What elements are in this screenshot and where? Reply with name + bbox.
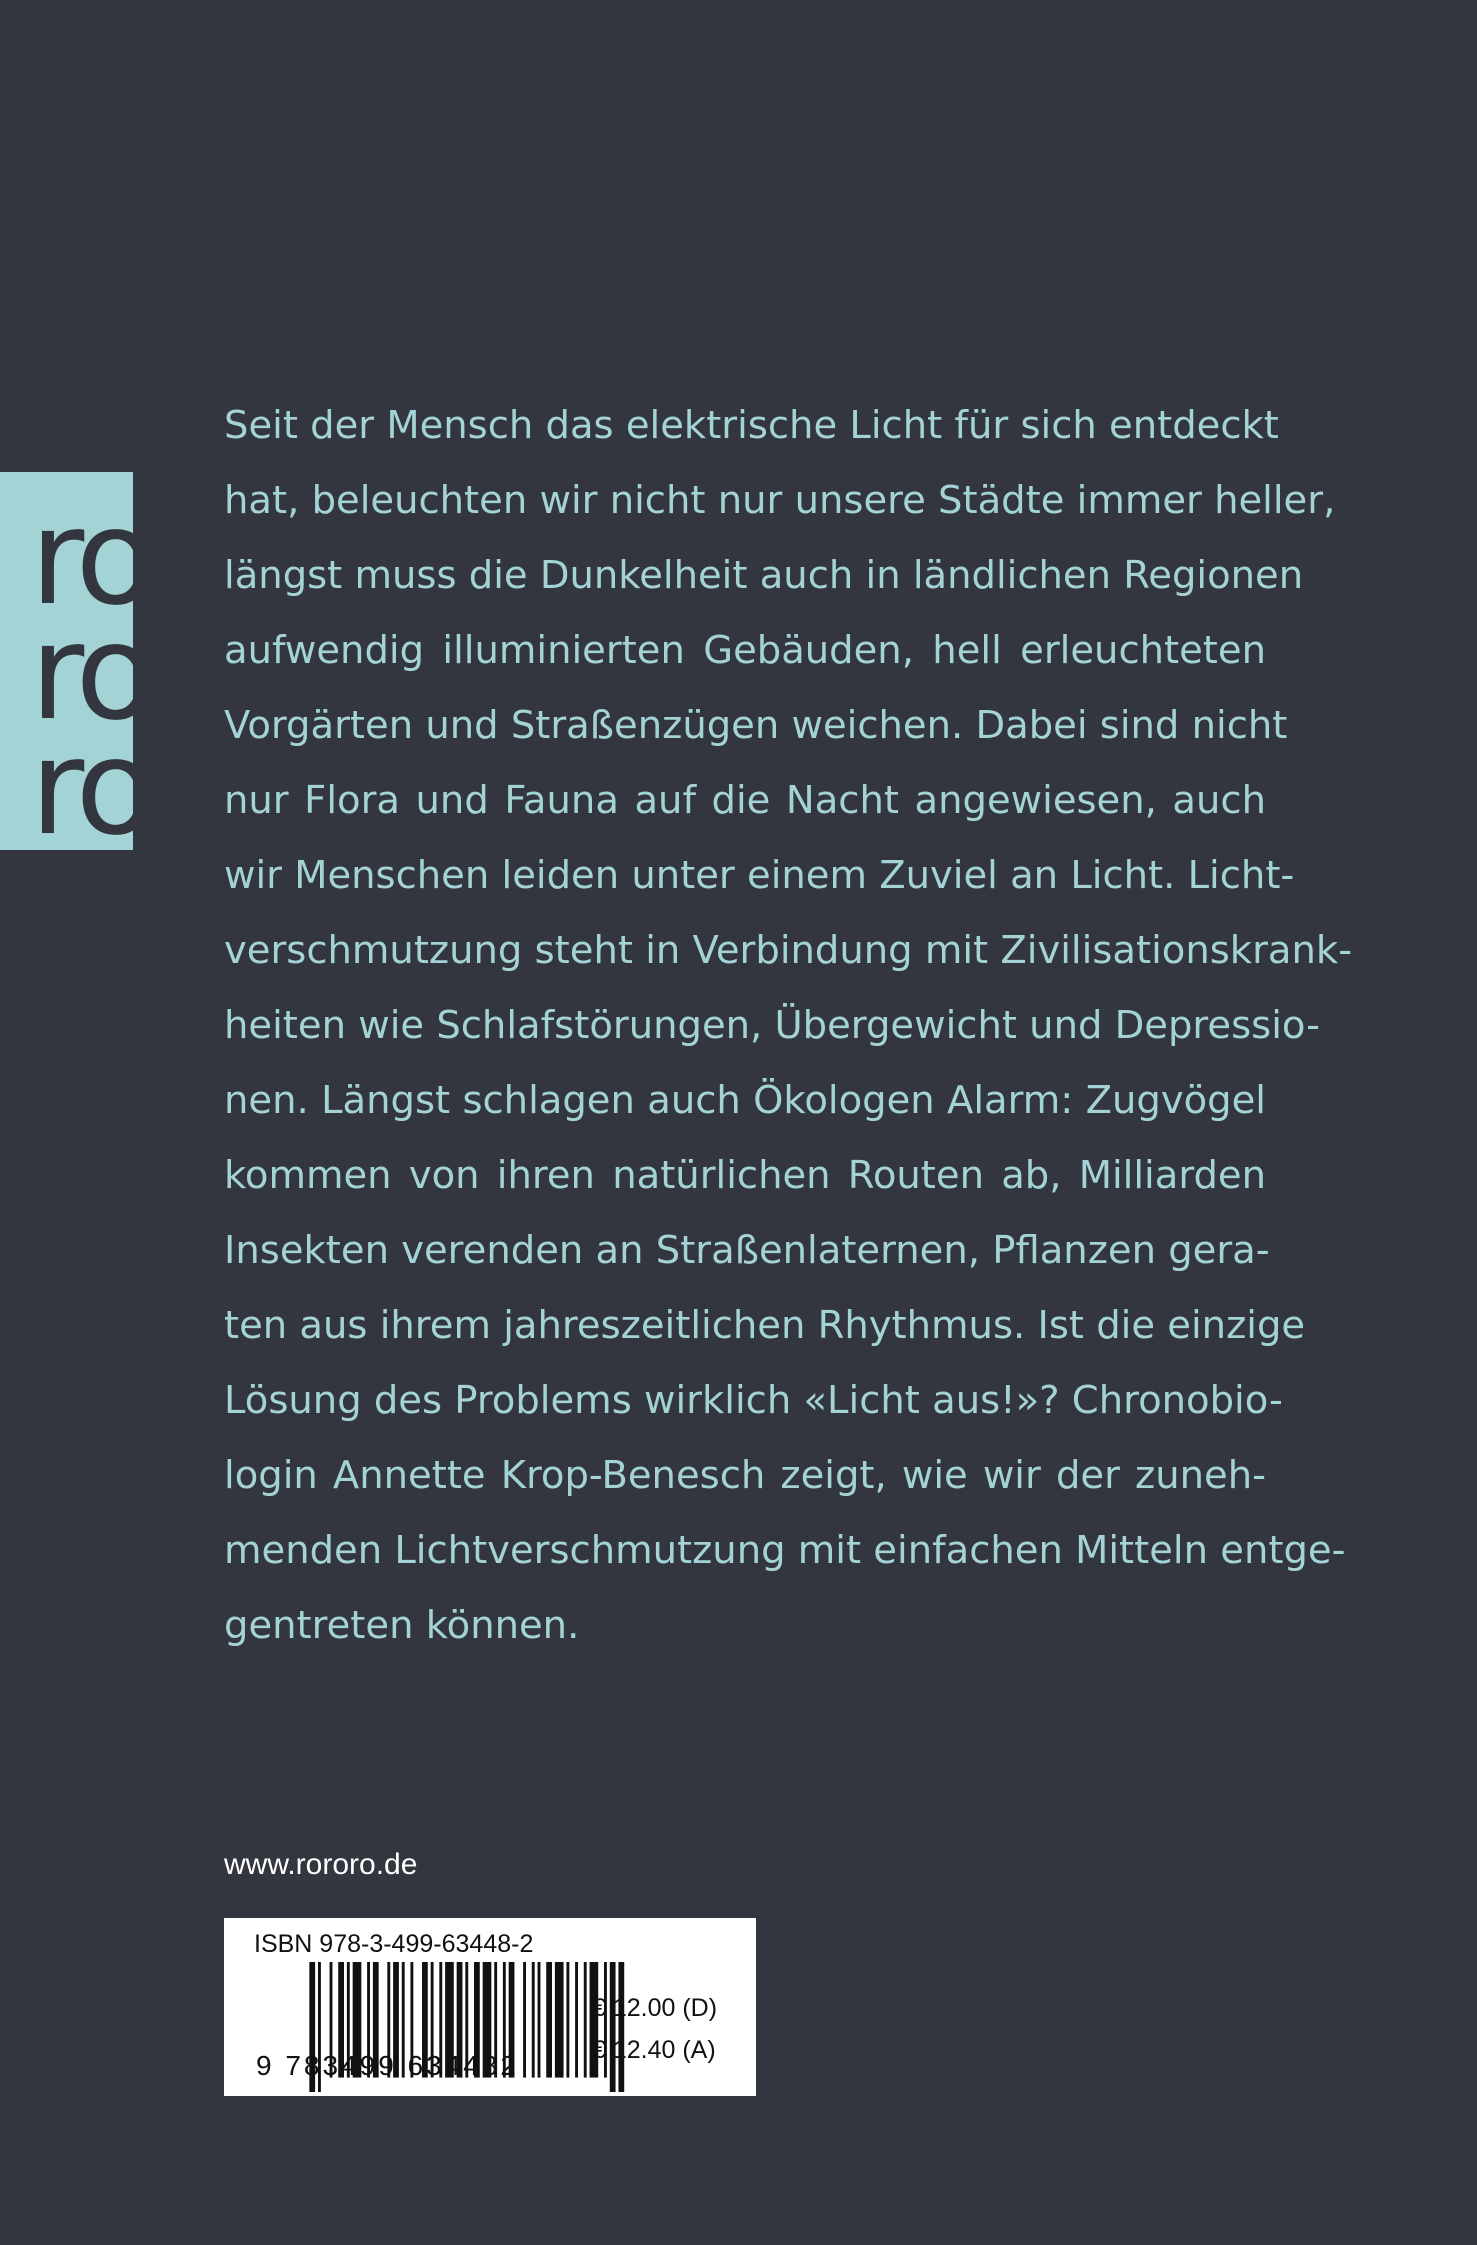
logo-line: ro bbox=[30, 711, 151, 865]
blurb-line: nen. Längst schlagen auch Ökologen Alarm: Zugvögel bbox=[224, 1078, 1266, 1123]
price-germany: € 12.00 (D) bbox=[592, 1994, 718, 2022]
blurb-text bbox=[224, 388, 1353, 1663]
blurb-line: aufwendig illuminierten Gebäuden, hell erleuchteten bbox=[224, 628, 1266, 673]
logo-line: ro bbox=[30, 481, 151, 635]
blurb-line: hat, beleuchten wir nicht nur unsere Städte immer heller, bbox=[224, 478, 1336, 523]
blurb-line: gentreten können. bbox=[224, 1603, 580, 1648]
blurb-line: Insekten verenden an Straßenlaternen, Pflanzen gera- bbox=[224, 1228, 1270, 1273]
barcode-digits: 9 783499 634482 bbox=[256, 2050, 519, 2081]
blurb-line: Vorgärten und Straßenzügen weichen. Dabei sind nicht bbox=[224, 703, 1288, 748]
publisher-website: www.rororo.de bbox=[224, 1848, 418, 1881]
blurb-line: login Annette Krop-Benesch zeigt, wie wir der zuneh- bbox=[224, 1453, 1266, 1498]
blurb-line: wir Menschen leiden unter einem Zuviel an Licht. Licht- bbox=[224, 853, 1295, 898]
blurb-line: verschmutzung steht in Verbindung mit Zivilisationskrank- bbox=[224, 928, 1353, 973]
blurb-line: Lösung des Problems wirklich «Licht aus!»? Chronobio- bbox=[224, 1378, 1283, 1423]
isbn-text: ISBN 978-3-499-63448-2 bbox=[254, 1930, 534, 1958]
blurb-line: heiten wie Schlafstörungen, Übergewicht und Depressio- bbox=[224, 1003, 1321, 1048]
price-austria: € 12.40 (A) bbox=[592, 2036, 716, 2064]
publisher-logo bbox=[0, 472, 151, 865]
blurb-line: nur Flora und Fauna auf die Nacht angewiesen, auch bbox=[224, 778, 1266, 823]
blurb-line: kommen von ihren natürlichen Routen ab, Milliarden bbox=[224, 1153, 1266, 1198]
blurb-line: längst muss die Dunkelheit auch in ländlichen Regionen bbox=[224, 553, 1304, 598]
blurb-line: Seit der Mensch das elektrische Licht für sich entdeckt bbox=[224, 403, 1279, 448]
blurb-line: ten aus ihrem jahreszeitlichen Rhythmus. Ist die einzige bbox=[224, 1303, 1306, 1348]
barcode-label bbox=[224, 1918, 756, 2096]
logo-line: ro bbox=[30, 596, 151, 750]
blurb-line: menden Lichtverschmutzung mit einfachen Mitteln entge- bbox=[224, 1528, 1346, 1573]
